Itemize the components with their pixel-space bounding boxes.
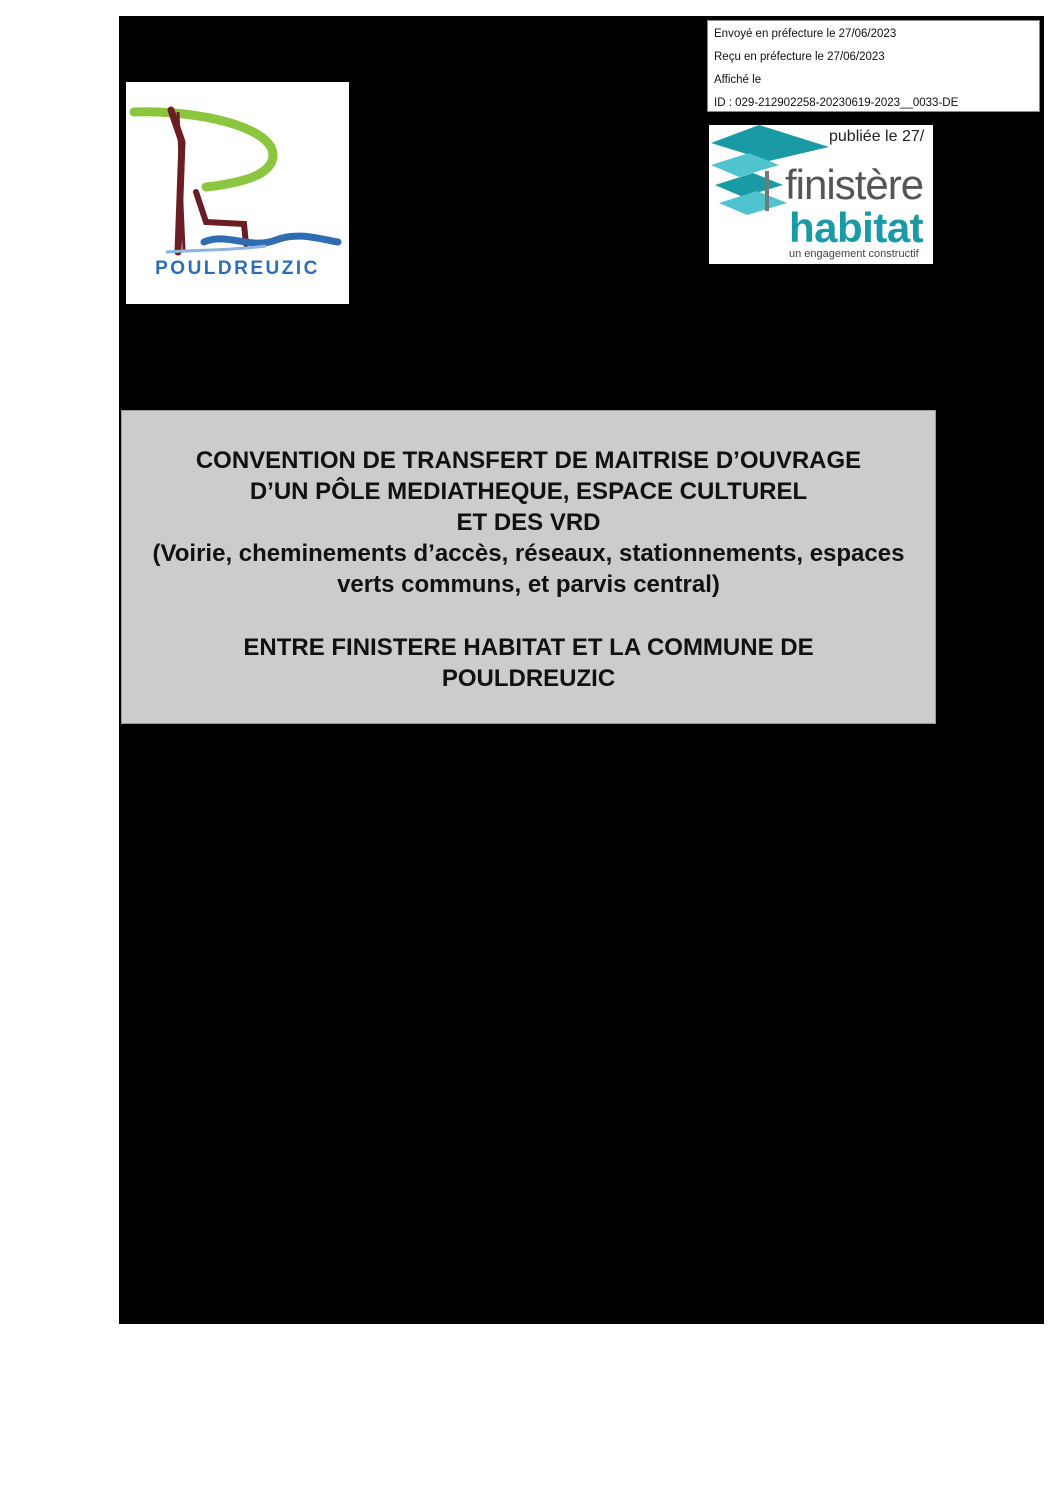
stamp-posted: Affiché le xyxy=(714,74,762,86)
stamp-id: ID : 029-212902258-20230619-2023__0033-DE xyxy=(714,97,959,109)
title-line-1: CONVENTION DE TRANSFERT DE MAITRISE D’OUVRAGE xyxy=(195,447,862,474)
title-line-3: ET DES VRD xyxy=(456,509,601,536)
pouldreuzic-logo xyxy=(126,82,349,304)
stamp-received: Reçu en préfecture le 27/06/2023 xyxy=(714,51,885,63)
finistere-habitat-logo xyxy=(709,125,933,264)
finistere-wordmark: finistère xyxy=(785,161,924,208)
pouldreuzic-logo-text: POULDREUZIC xyxy=(155,258,320,279)
title-line-6: ENTRE FINISTERE HABITAT ET LA COMMUNE DE xyxy=(243,634,814,661)
title-line-4: (Voirie, cheminements d’accès, réseaux, stationnements, espaces xyxy=(152,540,905,567)
title-line-2: D’UN PÔLE MEDIATHEQUE, ESPACE CULTUREL xyxy=(249,478,808,505)
prefecture-stamp xyxy=(707,20,1040,112)
habitat-wordmark: habitat xyxy=(789,204,924,251)
logo-tagline: un engagement constructif xyxy=(789,248,919,260)
document-title-box xyxy=(121,410,936,724)
published-date-text: publiée le 27/ xyxy=(829,128,925,145)
title-line-5: verts communs, et parvis central) xyxy=(337,571,720,598)
stamp-sent: Envoyé en préfecture le 27/06/2023 xyxy=(714,28,897,40)
title-line-7: POULDREUZIC xyxy=(441,665,616,692)
